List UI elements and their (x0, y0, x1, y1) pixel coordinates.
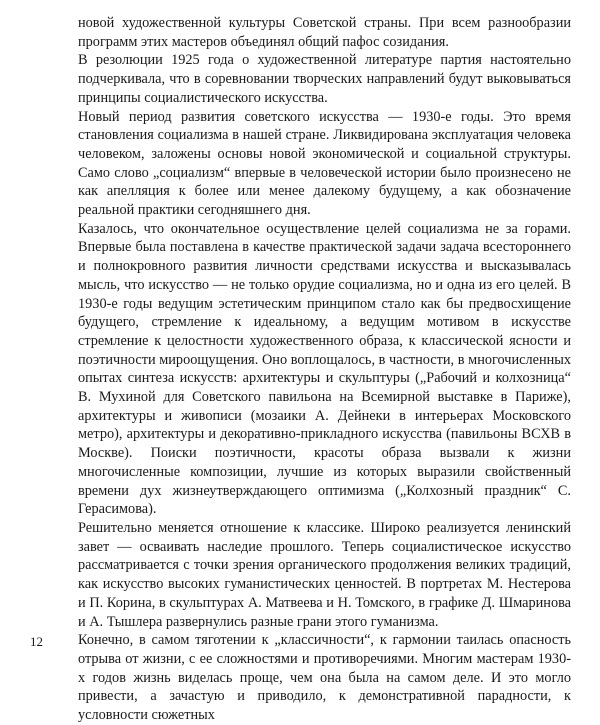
paragraph-5: Решительно меняется отношение к классике. Широко реализуется ленинский завет — осваивать наследие прошлого. Теперь социалистическое искусство рассматривается с точки зрения органического продолжения великих традиций, как искусство высоких гуманистических ценностей. В портретах М. Нестерова и П. Корина, в скульптурах А. Матвеева и Н. Томского, в графике Д. Шмаринова и А. Тышлера развернулись разные грани этого гуманизма. (78, 519, 571, 630)
body-text (78, 14, 571, 725)
paragraph-1: новой художественной культуры Советской страны. При всем разнообразии программ этих мастеров объединял общий пафос созидания. (78, 15, 571, 50)
paragraph-4: Казалось, что окончательное осуществление целей социализма не за горами. Впервые была поставлена в качестве практической задачи задача всестороннего и полнокровного развития личности средствами искусства и высказывалась мысль, что искусство — не только орудие социализма, но и одна из его целей. В 1930-е годы ведущим эстетическим принципом стало как бы предвосхищение будущего, стремление к идеальному, а ведущим мотивом в искусстве стремление к целостности художественного образа, к классической ясности и поэтичности мироощущения. Оно воплощалось, в частности, в многочисленных опытах синтеза искусств: архитектуры и скульптуры („Рабочий и колхозница“ В. Мухиной для Советского павильона на Всемирной выставке в Париже), архитектуры и живописи (мозаики А. Дейнеки в интерьерах Московского метро), архитектуры и декоративно-прикладного искусства (павильоны ВСХВ в Москве). Поиски поэтичности, красоты образа вызвали к жизни многочисленные композиции, лучшие из которых выразили свойственный времени дух жизнеутверждающего оптимизма („Колхозный праздник“ С. Герасимова). (78, 220, 571, 518)
paragraph-6: Конечно, в самом тяготении к „классичности“, к гармонии таилась опасность отрыва от жизни, с ее сложностями и противоречиями. Многим мастерам 1930-х годов жизнь виделась проще, чем она была на самом деле. И это могло привести, а зачастую и приводило, к демонстративной парадности, к условности сюжетных (78, 632, 571, 724)
paragraph-2: В резолюции 1925 года о художественной литературе партия настоятельно подчеркивала, что в соревновании творческих направлений будут выковываться принципы социалистического искусства. (78, 52, 571, 106)
paragraph-3: Новый период развития советского искусства — 1930-е годы. Это время становления социализма в нашей стране. Ликвидирована эксплуатация человека человеком, заложены основы новой экономической и социальной структуры. Само слово „социализм“ впервые в человеческой истории было произнесено не как апелляция к более или менее далекому будущему, а как обозначение реальной практики сегодняшнего дня. (78, 108, 571, 219)
page-number: 12 (30, 634, 43, 649)
